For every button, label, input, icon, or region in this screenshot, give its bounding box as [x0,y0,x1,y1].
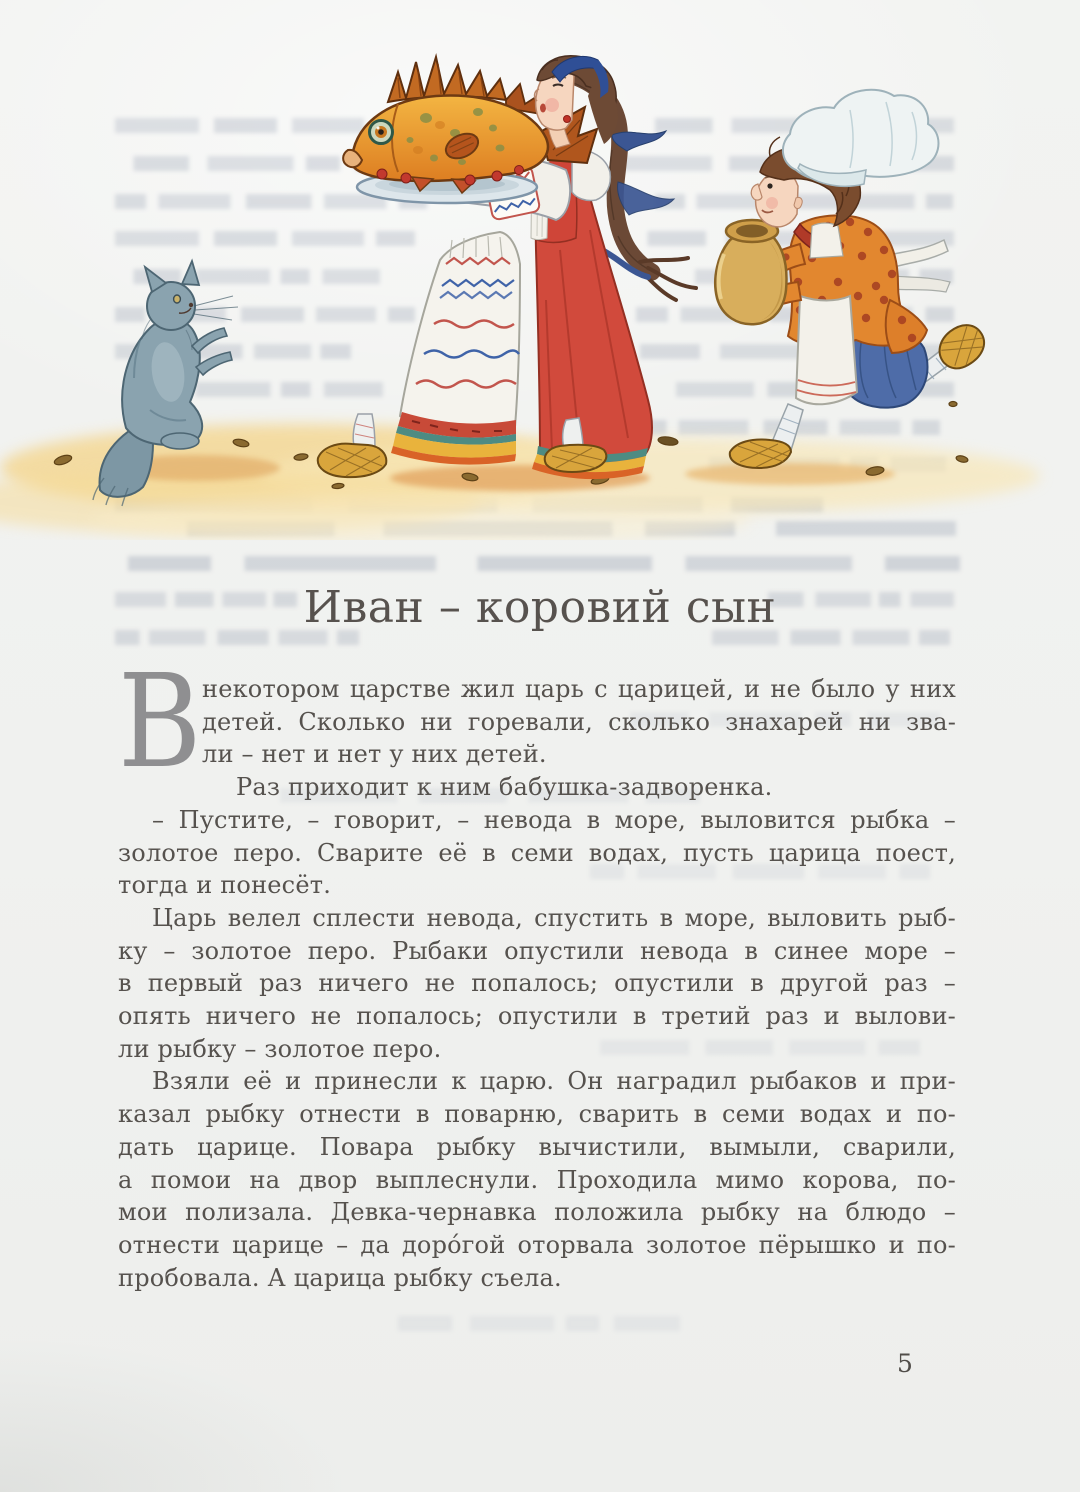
text-line: опять ничего не попалось; опустили в третий раз и вылови- [118,1002,956,1031]
text-line: пробовала. А царица рыбку съела. [118,1263,562,1292]
text-line: ли рыбку – золотое перо. [118,1034,442,1063]
text-line: Взяли её и принесли к царю. Он наградил рыбаков и при- [152,1067,956,1096]
bleed-line [380,1316,680,1331]
text-line: а помои на двор выплеснули. Проходила мимо корова, по- [118,1165,956,1194]
story-title: Иван – коровий сын [303,582,777,633]
bleed-line [128,556,960,571]
text-line: отнести царице – да доро́гой оторвала золотое пёрышко и по- [118,1230,956,1259]
text-line: Раз приходит к ним бабушка-задворенка. [236,773,773,802]
paragraph [118,804,956,902]
text-line: тогда и понесёт. [118,871,332,900]
text-line: – Пустите, – говорит, – невода в море, выловится рыбка – [152,805,956,834]
paragraph [118,771,956,804]
text-line: мои полизала. Девка-чернавка положила рыбку на блюдо – [118,1198,956,1227]
page-number: 5 [897,1349,913,1378]
paragraph [118,1065,956,1294]
text-line: Царь велел сплести невода, спустить в море, выловить рыб- [152,903,956,932]
story-text [118,647,956,1294]
text-line: в первый раз ничего не попалось; опустили в другой раз – [118,969,956,998]
text-line: ку – золотое перо. Рыбаки опустили невода в синее море – [118,936,956,965]
cook-boy-with-jug [715,90,991,468]
clay-jug [715,220,786,324]
maiden-with-fish-platter [318,56,696,479]
text-line: дать царице. Повара рыбку вычистили, вымыли, сварили, [118,1132,956,1161]
text-line: казал рыбку отнести в поварню, сварить в семи водах и по- [118,1100,956,1129]
text-line: ли – нет и нет у них детей. [202,740,547,769]
text-line: некотором царстве жил царь с царицей, и не было у них [202,675,956,703]
story-illustration [0,0,1080,540]
paragraph [118,902,956,1066]
text-line: золотое перо. Сварите её в семи водах, пусть царица поест, [118,838,956,867]
drop-cap: В [118,647,202,797]
text-line: детей. Сколько ни горевали, сколько знахарей ни зва- [202,707,956,736]
